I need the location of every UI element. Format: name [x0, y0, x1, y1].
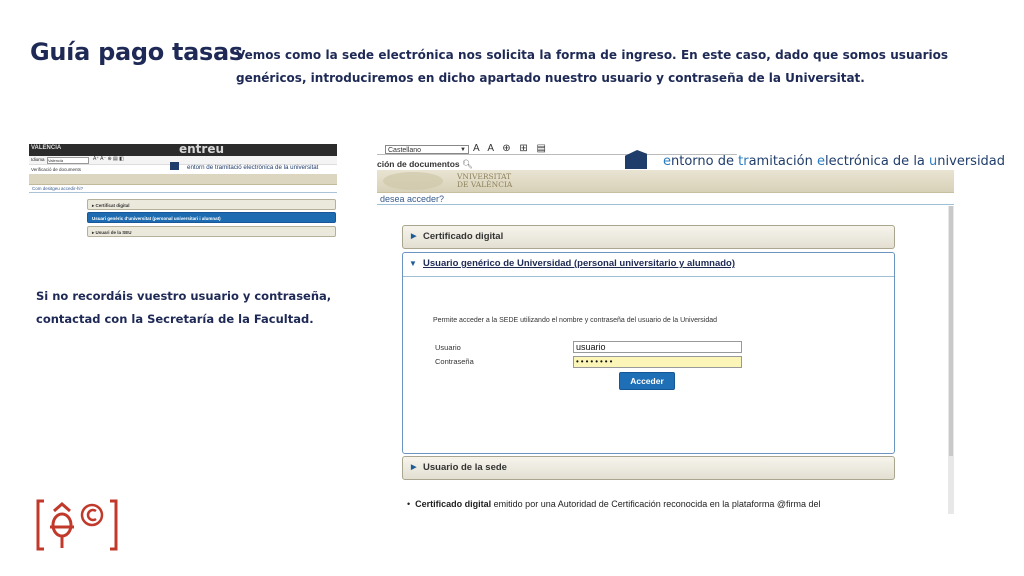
ss-option-generic[interactable] — [87, 212, 336, 223]
bullet-item: • Certificado digital emitido por una Autoridad de Certificación reconocida en la plataforma @firma del — [407, 499, 821, 509]
chevron-right-icon: ▶ — [411, 464, 417, 471]
intro-text: Vemos como la sede electrónica nos solicita la forma de ingreso. En este caso, dado que somos usuarios genéricos, introduciremos en dicho apartado nuestro usuario y contraseña de la Universitat. — [236, 48, 948, 85]
ss-topbar — [29, 144, 337, 156]
bs-portal-part: niversidad — [937, 154, 1006, 169]
bs-banner-text — [457, 173, 512, 188]
bs-question: desea acceder? — [380, 194, 445, 204]
bs-portal-part: e — [663, 154, 671, 169]
bs-portal-part: amitación — [748, 154, 817, 169]
bullet-bold: Certificado digital — [415, 499, 492, 509]
seal-icon — [383, 172, 443, 190]
note-line-1: Si no recordáis vuestro usuario y contraseña, — [36, 289, 332, 303]
bs-banner-text-2: DE VALÈNCIA — [457, 179, 513, 189]
password-label: Contraseña — [435, 357, 474, 366]
bs-portal-part: e — [816, 154, 825, 169]
ss-option-label: Usuari de la SEU — [95, 230, 132, 235]
ss-logo-icon — [170, 162, 179, 170]
ss-option-seu[interactable]: ▸ Usuari de la SEU — [87, 226, 336, 237]
accordion-usuario-sede-label: Usuario de la sede — [423, 462, 507, 473]
bs-portal-part: u — [929, 154, 938, 169]
accordion-usuario-generico — [402, 252, 895, 454]
ss-question: Com desitgeu accedir-hi? — [29, 185, 337, 193]
note — [36, 285, 331, 331]
search-icon: 🔍︎ — [462, 159, 473, 169]
ss-option-label: Certificat digital — [95, 203, 130, 208]
faculty-logo-icon — [34, 497, 120, 553]
permit-text: Permite acceder a la SEDE utilizando el nombre y contraseña del usuario de la Universidad — [433, 317, 718, 324]
note-line-2: contactad con la Secretaría de la Facultad. — [36, 312, 314, 326]
bs-lang-value: Castellano — [388, 147, 422, 154]
ss-lang-select[interactable]: Valencià — [47, 157, 89, 164]
password-input[interactable]: •••••••• — [573, 356, 742, 368]
bs-doc-link-label: ción de documentos — [377, 159, 460, 169]
chevron-right-icon: ▶ — [411, 233, 417, 240]
accordion-usuario-generico-header[interactable] — [403, 253, 894, 277]
small-screenshot — [29, 144, 337, 240]
ss-univ: VALÈNCIA — [31, 145, 62, 151]
big-screenshot — [377, 143, 1006, 514]
accordion-certificado-label: Certificado digital — [423, 231, 504, 242]
ss-banner — [29, 174, 337, 185]
ss-option-cert[interactable]: ▸ Certificat digital — [87, 199, 336, 210]
accordion-usuario-sede[interactable] — [402, 456, 895, 480]
user-label: Usuario — [435, 343, 461, 352]
ss-lang-label: Idioma — [31, 157, 45, 162]
accordion-usuario-generico-label: Usuario genérico de Universidad (personal universitario y alumnado) — [423, 258, 735, 269]
bs-portal-part: lectrónica de la — [824, 154, 930, 169]
bs-doc-link[interactable] — [377, 159, 473, 170]
slide-title: Guía pago tasas — [30, 38, 243, 66]
ss-verif-link[interactable]: Verificació de documents — [31, 167, 82, 172]
ss-brand: entreu — [179, 142, 225, 156]
user-input[interactable]: usuario — [573, 341, 742, 353]
bullet-text: emitido por una Autoridad de Certificación reconocida en la plataforma @firma del — [491, 499, 821, 509]
bs-portal-part: ntorno de — [671, 154, 739, 169]
scrollbar-thumb[interactable] — [949, 206, 953, 456]
bs-banner — [377, 170, 954, 193]
chevron-down-icon: ▼ — [460, 147, 466, 153]
bs-lang-select[interactable] — [385, 145, 469, 154]
ss-tools-icon[interactable]: A⁺ A⁻ ⊕ ▤ ◧ — [93, 156, 124, 162]
bs-tools-icon[interactable]: A A ⊕ ⊞ ▤ — [473, 143, 550, 154]
chevron-down-icon: ▼ — [409, 259, 417, 268]
divider — [377, 204, 954, 205]
ss-portal-title: entorn de tramitació electrònica de la universitat — [187, 164, 319, 171]
ss-option-label: Usuari genèric d'universitat (personal universitari i alumnat) — [92, 216, 221, 221]
acceder-button[interactable]: Acceder — [619, 372, 675, 390]
bs-banner-text-1: VNIVERSITAT — [457, 172, 512, 181]
bs-portal-title — [663, 154, 1005, 169]
accordion-certificado[interactable] — [402, 225, 895, 249]
scrollbar[interactable] — [948, 206, 954, 514]
bs-portal-part: tr — [738, 154, 749, 169]
